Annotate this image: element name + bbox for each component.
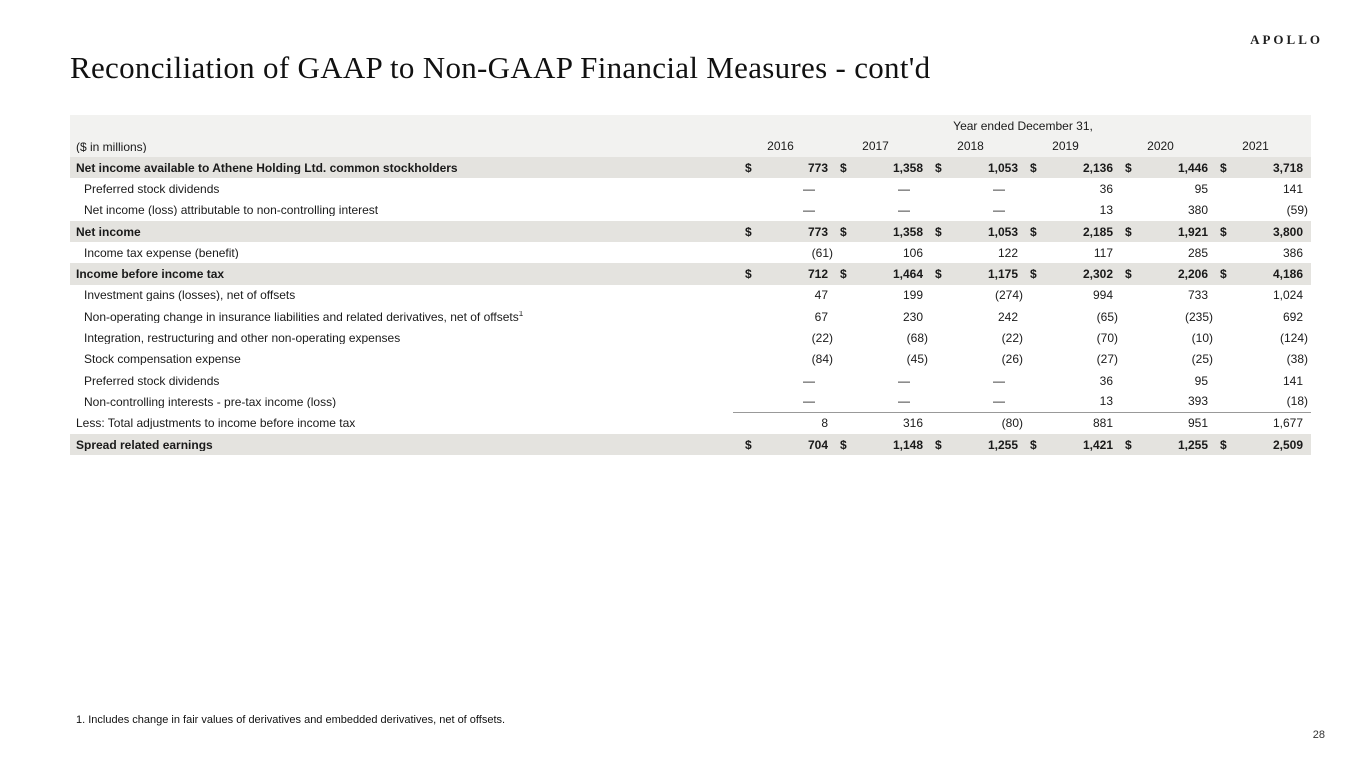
value-cell bbox=[828, 370, 923, 391]
cell-value: — bbox=[803, 394, 815, 409]
table-header bbox=[70, 115, 1311, 157]
dollar-sign: $ bbox=[935, 160, 942, 175]
cell-value: (124) bbox=[1279, 331, 1308, 346]
value-cell bbox=[923, 221, 1018, 242]
value-cell bbox=[1208, 263, 1311, 284]
value-cell bbox=[1018, 391, 1113, 412]
value-cell bbox=[1208, 349, 1311, 370]
value-cell bbox=[1113, 349, 1213, 370]
year-column-header: 2019 bbox=[1052, 139, 1079, 153]
value-cell bbox=[1113, 178, 1208, 199]
footnote: 1. Includes change in fair values of derivatives and embedded derivatives, net of offsets. bbox=[76, 714, 506, 726]
dollar-sign: $ bbox=[1220, 267, 1227, 282]
apollo-logo: APOLLO bbox=[1250, 32, 1323, 47]
table-row bbox=[70, 306, 1311, 327]
value-cell bbox=[923, 157, 1018, 178]
cell-value: — bbox=[803, 203, 815, 218]
value-cell bbox=[1018, 349, 1118, 370]
dollar-sign: $ bbox=[1030, 437, 1037, 452]
value-cell bbox=[1208, 157, 1311, 178]
value-cell bbox=[1018, 327, 1118, 348]
value-cell bbox=[733, 157, 828, 178]
value-cell bbox=[923, 178, 1018, 199]
value-cell bbox=[733, 242, 833, 263]
value-cell bbox=[1208, 285, 1311, 306]
value-cell bbox=[733, 391, 828, 412]
value-cell bbox=[1208, 221, 1311, 242]
value-cell bbox=[828, 349, 928, 370]
cell-value: — bbox=[803, 181, 815, 196]
cell-value: 994 bbox=[1092, 288, 1113, 303]
value-cell bbox=[733, 200, 828, 221]
cell-value: 242 bbox=[997, 309, 1018, 324]
dollar-sign: $ bbox=[1125, 267, 1132, 282]
table-row bbox=[70, 434, 1311, 455]
dollar-sign: $ bbox=[745, 267, 752, 282]
cell-value: 3,800 bbox=[1272, 224, 1303, 239]
cell-value: (22) bbox=[1001, 331, 1023, 346]
value-cell bbox=[923, 285, 1023, 306]
table-row bbox=[70, 327, 1311, 348]
value-cell bbox=[1113, 434, 1208, 455]
cell-value: (25) bbox=[1191, 352, 1213, 367]
value-cell bbox=[1018, 200, 1113, 221]
row-label: Non-controlling interests - pre-tax income (loss) bbox=[84, 395, 337, 408]
value-cell bbox=[828, 434, 923, 455]
cell-value: 773 bbox=[807, 160, 828, 175]
cell-value: 2,136 bbox=[1082, 160, 1113, 175]
cell-value: 712 bbox=[807, 267, 828, 282]
cell-value: 141 bbox=[1282, 373, 1303, 388]
cell-value: 393 bbox=[1187, 394, 1208, 409]
table-body bbox=[70, 157, 1311, 455]
year-header-row bbox=[70, 136, 1311, 157]
value-cell bbox=[923, 434, 1018, 455]
cell-value: 380 bbox=[1187, 203, 1208, 218]
row-label: Investment gains (losses), net of offsets bbox=[84, 289, 296, 302]
year-column-header: 2020 bbox=[1147, 139, 1174, 153]
footnote-marker: 1 bbox=[518, 310, 524, 318]
value-cell bbox=[1208, 370, 1311, 391]
table-row bbox=[70, 370, 1311, 391]
row-label: Income before income tax bbox=[76, 268, 225, 281]
cell-value: 692 bbox=[1282, 309, 1303, 324]
value-cell bbox=[733, 370, 828, 391]
cell-value: 2,509 bbox=[1272, 437, 1303, 452]
table-row bbox=[70, 413, 1311, 434]
dollar-sign: $ bbox=[1125, 437, 1132, 452]
value-cell bbox=[1113, 285, 1208, 306]
value-cell bbox=[1208, 391, 1311, 412]
value-cell bbox=[828, 157, 923, 178]
cell-value: — bbox=[803, 373, 815, 388]
table-row bbox=[70, 200, 1311, 221]
value-cell bbox=[923, 200, 1018, 221]
dollar-sign: $ bbox=[1220, 437, 1227, 452]
cell-value: — bbox=[993, 394, 1005, 409]
value-cell bbox=[733, 306, 828, 327]
cell-value: 1,053 bbox=[987, 160, 1018, 175]
cell-value: 1,024 bbox=[1272, 288, 1303, 303]
cell-value: 106 bbox=[902, 245, 923, 260]
value-cell bbox=[733, 285, 828, 306]
value-cell bbox=[1018, 285, 1113, 306]
cell-value: 95 bbox=[1194, 181, 1208, 196]
value-cell bbox=[1018, 242, 1113, 263]
value-cell bbox=[733, 349, 833, 370]
cell-value: 951 bbox=[1187, 416, 1208, 431]
value-cell bbox=[923, 327, 1023, 348]
cell-value: 1,446 bbox=[1177, 160, 1208, 175]
dollar-sign: $ bbox=[745, 160, 752, 175]
table-row bbox=[70, 157, 1311, 178]
value-cell bbox=[1018, 306, 1118, 327]
dollar-sign: $ bbox=[935, 224, 942, 239]
cell-value: (10) bbox=[1191, 331, 1213, 346]
cell-value: 3,718 bbox=[1272, 160, 1303, 175]
value-cell bbox=[1113, 327, 1213, 348]
cell-value: 4,186 bbox=[1272, 267, 1303, 282]
value-cell bbox=[828, 285, 923, 306]
value-cell bbox=[828, 391, 923, 412]
dollar-sign: $ bbox=[1030, 267, 1037, 282]
value-cell bbox=[1208, 200, 1311, 221]
dollar-sign: $ bbox=[745, 437, 752, 452]
row-label: Preferred stock dividends bbox=[84, 182, 220, 195]
value-cell bbox=[1113, 413, 1208, 434]
value-cell bbox=[1018, 370, 1113, 391]
cell-value: 2,302 bbox=[1082, 267, 1113, 282]
cell-value: 8 bbox=[821, 416, 828, 431]
cell-value: 1,358 bbox=[892, 160, 923, 175]
dollar-sign: $ bbox=[745, 224, 752, 239]
cell-value: 704 bbox=[807, 437, 828, 452]
value-cell bbox=[828, 263, 923, 284]
cell-value: — bbox=[898, 394, 910, 409]
value-cell bbox=[923, 242, 1018, 263]
cell-value: 2,206 bbox=[1177, 267, 1208, 282]
value-cell bbox=[1018, 434, 1113, 455]
cell-value: 13 bbox=[1099, 203, 1113, 218]
dollar-sign: $ bbox=[840, 224, 847, 239]
value-cell bbox=[1208, 178, 1311, 199]
value-cell bbox=[1113, 242, 1208, 263]
cell-value: 13 bbox=[1099, 394, 1113, 409]
cell-value: — bbox=[898, 203, 910, 218]
page-title: Reconciliation of GAAP to Non-GAAP Financial Measures - cont'd bbox=[70, 50, 931, 85]
cell-value: 1,464 bbox=[892, 267, 923, 282]
row-label: Spread related earnings bbox=[76, 438, 213, 451]
cell-value: 1,921 bbox=[1177, 224, 1208, 239]
value-cell bbox=[733, 327, 833, 348]
value-cell bbox=[1208, 434, 1311, 455]
value-cell bbox=[828, 178, 923, 199]
row-label: Net income bbox=[76, 225, 141, 238]
cell-value: 773 bbox=[807, 224, 828, 239]
cell-value: — bbox=[898, 373, 910, 388]
year-column-header: 2017 bbox=[862, 139, 889, 153]
table-row bbox=[70, 242, 1311, 263]
table-row bbox=[70, 391, 1311, 412]
cell-value: 36 bbox=[1099, 181, 1113, 196]
value-cell bbox=[828, 413, 923, 434]
value-cell bbox=[923, 413, 1023, 434]
dollar-sign: $ bbox=[1030, 224, 1037, 239]
year-column-header: 2016 bbox=[767, 139, 794, 153]
cell-value: (84) bbox=[811, 352, 833, 367]
row-label: Net income available to Athene Holding Ltd. common stockholders bbox=[76, 161, 458, 174]
value-cell bbox=[923, 391, 1018, 412]
row-label: Preferred stock dividends bbox=[84, 374, 220, 387]
value-cell bbox=[1018, 178, 1113, 199]
value-cell bbox=[1208, 413, 1311, 434]
cell-value: 1,175 bbox=[987, 267, 1018, 282]
dollar-sign: $ bbox=[840, 437, 847, 452]
cell-value: 95 bbox=[1194, 373, 1208, 388]
cell-value: 316 bbox=[902, 416, 923, 431]
year-column-header: 2021 bbox=[1242, 139, 1269, 153]
cell-value: (70) bbox=[1096, 331, 1118, 346]
value-cell bbox=[1113, 370, 1208, 391]
cell-value: (27) bbox=[1096, 352, 1118, 367]
period-header: Year ended December 31, bbox=[953, 118, 1093, 133]
cell-value: 733 bbox=[1187, 288, 1208, 303]
value-cell bbox=[1113, 157, 1208, 178]
row-label: Integration, restructuring and other non-operating expenses bbox=[84, 332, 401, 345]
cell-value: (68) bbox=[906, 331, 928, 346]
value-cell bbox=[1113, 306, 1213, 327]
cell-value: (65) bbox=[1096, 309, 1118, 324]
cell-value: 1,421 bbox=[1082, 437, 1113, 452]
cell-value: (61) bbox=[811, 245, 833, 260]
cell-value: (26) bbox=[1001, 352, 1023, 367]
row-label: Less: Total adjustments to income before income tax bbox=[76, 417, 356, 430]
table-row bbox=[70, 263, 1311, 284]
table-row bbox=[70, 178, 1311, 199]
cell-value: 199 bbox=[902, 288, 923, 303]
value-cell bbox=[828, 200, 923, 221]
value-cell bbox=[1018, 157, 1113, 178]
dollar-sign: $ bbox=[935, 437, 942, 452]
value-cell bbox=[1113, 221, 1208, 242]
cell-value: — bbox=[993, 203, 1005, 218]
cell-value: — bbox=[898, 181, 910, 196]
row-label: Stock compensation expense bbox=[84, 353, 241, 366]
value-cell bbox=[923, 263, 1018, 284]
cell-value: 67 bbox=[814, 309, 828, 324]
cell-value: (274) bbox=[994, 288, 1023, 303]
value-cell bbox=[733, 413, 828, 434]
value-cell bbox=[1113, 263, 1208, 284]
cell-value: 1,358 bbox=[892, 224, 923, 239]
dollar-sign: $ bbox=[840, 160, 847, 175]
value-cell bbox=[1018, 263, 1113, 284]
value-cell bbox=[1018, 413, 1113, 434]
table-row bbox=[70, 349, 1311, 370]
value-cell bbox=[1113, 200, 1208, 221]
row-label: Income tax expense (benefit) bbox=[84, 246, 239, 259]
dollar-sign: $ bbox=[1220, 224, 1227, 239]
value-cell bbox=[923, 306, 1018, 327]
table-row bbox=[70, 221, 1311, 242]
cell-value: (235) bbox=[1184, 309, 1213, 324]
cell-value: 1,255 bbox=[1177, 437, 1208, 452]
cell-value: (45) bbox=[906, 352, 928, 367]
row-label: Net income (loss) attributable to non-controlling interest bbox=[84, 204, 379, 217]
cell-value: 47 bbox=[814, 288, 828, 303]
units-label: ($ in millions) bbox=[76, 140, 147, 153]
cell-value: 122 bbox=[997, 245, 1018, 260]
cell-value: (38) bbox=[1286, 352, 1308, 367]
value-cell bbox=[1208, 306, 1311, 327]
dollar-sign: $ bbox=[1030, 160, 1037, 175]
financial-table bbox=[70, 115, 1311, 455]
value-cell bbox=[923, 349, 1023, 370]
cell-value: 230 bbox=[902, 309, 923, 324]
dollar-sign: $ bbox=[840, 267, 847, 282]
dollar-sign: $ bbox=[1220, 160, 1227, 175]
cell-value: 36 bbox=[1099, 373, 1113, 388]
year-column-header: 2018 bbox=[957, 139, 984, 153]
value-cell bbox=[923, 370, 1018, 391]
cell-value: — bbox=[993, 181, 1005, 196]
dollar-sign: $ bbox=[935, 267, 942, 282]
cell-value: — bbox=[993, 373, 1005, 388]
cell-value: 117 bbox=[1093, 245, 1113, 260]
value-cell bbox=[828, 242, 923, 263]
dollar-sign: $ bbox=[1125, 224, 1132, 239]
cell-value: 1,677 bbox=[1272, 416, 1303, 431]
value-cell bbox=[733, 434, 828, 455]
cell-value: 141 bbox=[1282, 181, 1303, 196]
cell-value: (22) bbox=[811, 331, 833, 346]
cell-value: (80) bbox=[1001, 416, 1023, 431]
cell-value: 285 bbox=[1187, 245, 1208, 260]
value-cell bbox=[1018, 221, 1113, 242]
cell-value: 386 bbox=[1282, 245, 1303, 260]
value-cell bbox=[1208, 242, 1311, 263]
value-cell bbox=[733, 221, 828, 242]
period-header-row bbox=[70, 115, 1311, 136]
page-number: 28 bbox=[1312, 729, 1325, 741]
value-cell bbox=[828, 221, 923, 242]
cell-value: (59) bbox=[1286, 203, 1308, 218]
row-label: Non-operating change in insurance liabilities and related derivatives, net of offsets$^1$ bbox=[84, 310, 524, 323]
table-row bbox=[70, 285, 1311, 306]
cell-value: 1,148 bbox=[892, 437, 923, 452]
value-cell bbox=[828, 306, 923, 327]
cell-value: (18) bbox=[1286, 394, 1308, 409]
value-cell bbox=[828, 327, 928, 348]
cell-value: 1,255 bbox=[987, 437, 1018, 452]
cell-value: 881 bbox=[1092, 416, 1113, 431]
value-cell bbox=[1208, 327, 1311, 348]
value-cell bbox=[733, 178, 828, 199]
dollar-sign: $ bbox=[1125, 160, 1132, 175]
cell-value: 1,053 bbox=[987, 224, 1018, 239]
value-cell bbox=[733, 263, 828, 284]
value-cell bbox=[1113, 391, 1208, 412]
cell-value: 2,185 bbox=[1082, 224, 1113, 239]
